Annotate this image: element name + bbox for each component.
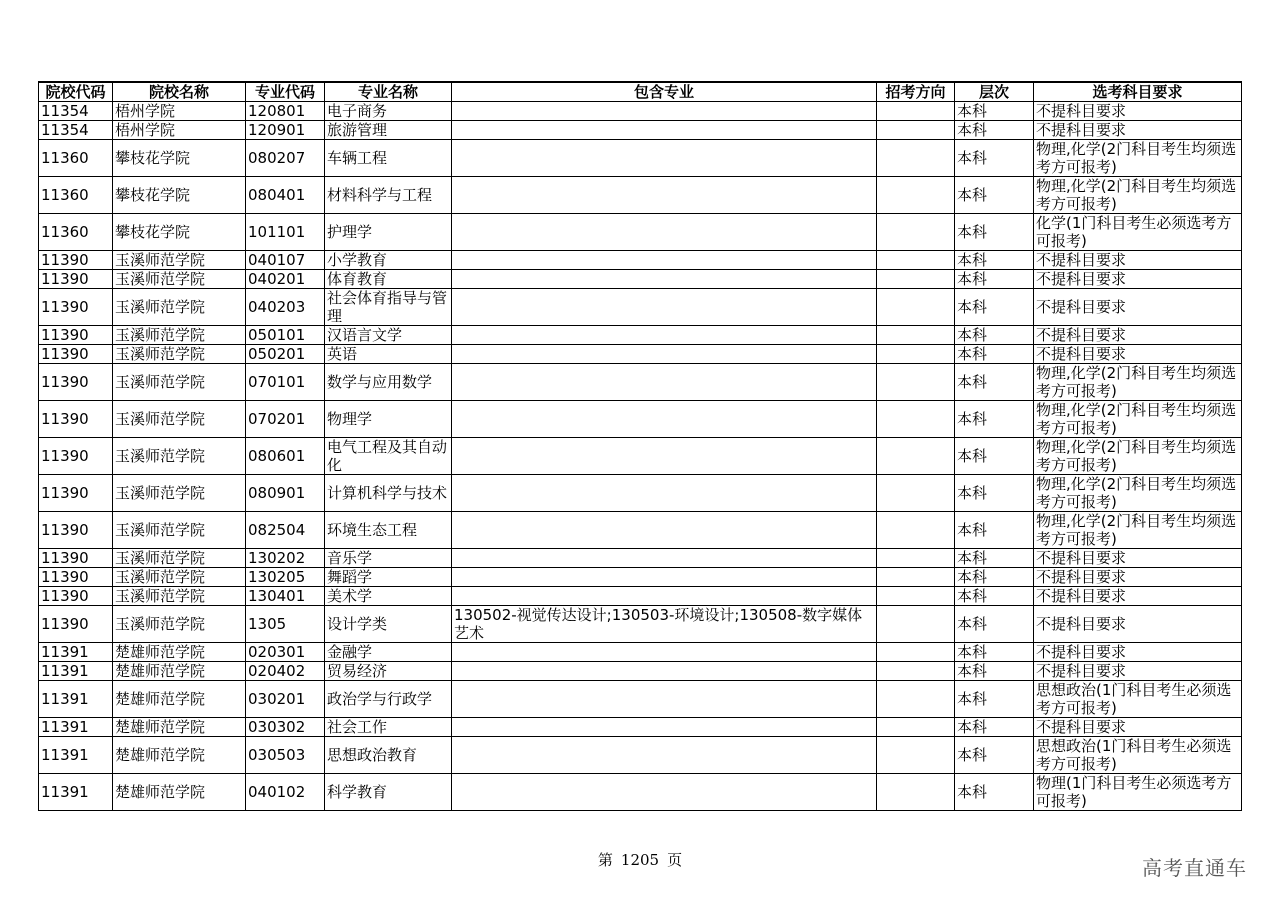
table-row [39, 549, 1242, 568]
cell-major-code: 040203 [246, 289, 325, 326]
cell-school-name: 楚雄师范学院 [113, 662, 246, 681]
cell-major-name: 金融学 [325, 643, 452, 662]
cell-major-code: 070101 [246, 364, 325, 401]
cell-school-name: 楚雄师范学院 [113, 718, 246, 737]
cell-major-code: 120901 [246, 121, 325, 140]
cell-major-code: 130401 [246, 587, 325, 606]
cell-level: 本科 [955, 512, 1034, 549]
cell-included-majors [452, 401, 877, 438]
cell-major-code: 101101 [246, 214, 325, 251]
cell-school-name: 玉溪师范学院 [113, 587, 246, 606]
page-suffix: 页 [667, 851, 683, 869]
cell-school-name: 楚雄师范学院 [113, 737, 246, 774]
cell-major-name: 护理学 [325, 214, 452, 251]
cell-direction [877, 177, 955, 214]
cell-school-code: 11390 [39, 326, 113, 345]
cell-level: 本科 [955, 401, 1034, 438]
cell-major-code: 080207 [246, 140, 325, 177]
table-row [39, 568, 1242, 587]
cell-school-name: 梧州学院 [113, 121, 246, 140]
cell-direction [877, 289, 955, 326]
cell-included-majors [452, 681, 877, 718]
cell-level: 本科 [955, 251, 1034, 270]
cell-direction [877, 643, 955, 662]
cell-direction [877, 475, 955, 512]
header-major-code: 专业代码 [246, 82, 325, 102]
cell-school-code: 11390 [39, 549, 113, 568]
cell-school-code: 11360 [39, 214, 113, 251]
cell-subject-requirement: 不提科目要求 [1034, 568, 1242, 587]
table-row [39, 438, 1242, 475]
cell-subject-requirement: 化学(1门科目考生必须选考方可报考) [1034, 214, 1242, 251]
cell-level: 本科 [955, 289, 1034, 326]
cell-major-name: 物理学 [325, 401, 452, 438]
cell-included-majors [452, 512, 877, 549]
cell-direction [877, 102, 955, 121]
watermark: 高考直通车 [1142, 856, 1247, 880]
cell-major-code: 1305 [246, 606, 325, 643]
cell-major-code: 040201 [246, 270, 325, 289]
cell-major-name: 舞蹈学 [325, 568, 452, 587]
cell-major-name: 小学教育 [325, 251, 452, 270]
cell-major-name: 音乐学 [325, 549, 452, 568]
cell-included-majors [452, 568, 877, 587]
cell-included-majors [452, 662, 877, 681]
cell-included-majors [452, 549, 877, 568]
cell-included-majors [452, 102, 877, 121]
cell-school-code: 11390 [39, 364, 113, 401]
cell-level: 本科 [955, 587, 1034, 606]
cell-school-code: 11390 [39, 475, 113, 512]
cell-included-majors [452, 289, 877, 326]
cell-subject-requirement: 不提科目要求 [1034, 606, 1242, 643]
cell-school-name: 攀枝花学院 [113, 140, 246, 177]
cell-included-majors [452, 475, 877, 512]
cell-major-name: 数学与应用数学 [325, 364, 452, 401]
table-row [39, 774, 1242, 811]
cell-direction [877, 774, 955, 811]
cell-major-name: 设计学类 [325, 606, 452, 643]
cell-major-name: 车辆工程 [325, 140, 452, 177]
cell-school-code: 11390 [39, 345, 113, 364]
cell-major-name: 体育教育 [325, 270, 452, 289]
cell-direction [877, 587, 955, 606]
table-row [39, 140, 1242, 177]
table-row [39, 270, 1242, 289]
cell-included-majors [452, 643, 877, 662]
table-row [39, 587, 1242, 606]
cell-major-name: 材料科学与工程 [325, 177, 452, 214]
cell-major-name: 电子商务 [325, 102, 452, 121]
cell-included-majors [452, 718, 877, 737]
table-row [39, 214, 1242, 251]
cell-direction [877, 401, 955, 438]
cell-subject-requirement: 物理,化学(2门科目考生均须选考方可报考) [1034, 475, 1242, 512]
cell-school-name: 玉溪师范学院 [113, 549, 246, 568]
table-row [39, 121, 1242, 140]
cell-subject-requirement: 不提科目要求 [1034, 289, 1242, 326]
cell-school-name: 玉溪师范学院 [113, 289, 246, 326]
table-row [39, 326, 1242, 345]
cell-included-majors [452, 737, 877, 774]
table-row [39, 662, 1242, 681]
cell-school-name: 玉溪师范学院 [113, 438, 246, 475]
cell-direction [877, 251, 955, 270]
cell-major-name: 社会体育指导与管理 [325, 289, 452, 326]
cell-level: 本科 [955, 475, 1034, 512]
cell-direction [877, 549, 955, 568]
table-row [39, 251, 1242, 270]
cell-major-name: 环境生态工程 [325, 512, 452, 549]
cell-level: 本科 [955, 681, 1034, 718]
cell-direction [877, 606, 955, 643]
cell-school-code: 11390 [39, 251, 113, 270]
cell-school-code: 11391 [39, 774, 113, 811]
header-included-majors: 包含专业 [452, 82, 877, 102]
cell-level: 本科 [955, 568, 1034, 587]
cell-included-majors [452, 121, 877, 140]
table-row [39, 345, 1242, 364]
cell-direction [877, 718, 955, 737]
cell-major-code: 120801 [246, 102, 325, 121]
cell-direction [877, 737, 955, 774]
cell-included-majors [452, 587, 877, 606]
header-subject-requirement: 选考科目要求 [1034, 82, 1242, 102]
cell-included-majors [452, 177, 877, 214]
header-major-name: 专业名称 [325, 82, 452, 102]
cell-school-name: 梧州学院 [113, 102, 246, 121]
cell-major-name: 社会工作 [325, 718, 452, 737]
cell-subject-requirement: 不提科目要求 [1034, 662, 1242, 681]
cell-subject-requirement: 物理,化学(2门科目考生均须选考方可报考) [1034, 177, 1242, 214]
cell-major-code: 050201 [246, 345, 325, 364]
cell-major-code: 020402 [246, 662, 325, 681]
cell-school-name: 玉溪师范学院 [113, 345, 246, 364]
cell-included-majors [452, 214, 877, 251]
cell-subject-requirement: 物理,化学(2门科目考生均须选考方可报考) [1034, 438, 1242, 475]
cell-included-majors [452, 774, 877, 811]
header-school-code: 院校代码 [39, 82, 113, 102]
cell-level: 本科 [955, 140, 1034, 177]
cell-included-majors [452, 438, 877, 475]
cell-school-name: 玉溪师范学院 [113, 326, 246, 345]
cell-major-name: 英语 [325, 345, 452, 364]
cell-included-majors [452, 345, 877, 364]
cell-major-name: 计算机科学与技术 [325, 475, 452, 512]
cell-school-code: 11354 [39, 121, 113, 140]
cell-level: 本科 [955, 177, 1034, 214]
cell-subject-requirement: 不提科目要求 [1034, 549, 1242, 568]
cell-major-name: 美术学 [325, 587, 452, 606]
cell-school-name: 玉溪师范学院 [113, 568, 246, 587]
admission-table [38, 81, 1242, 811]
cell-major-name: 科学教育 [325, 774, 452, 811]
cell-major-code: 070201 [246, 401, 325, 438]
cell-included-majors [452, 364, 877, 401]
cell-level: 本科 [955, 214, 1034, 251]
cell-major-code: 030302 [246, 718, 325, 737]
table-row [39, 512, 1242, 549]
cell-subject-requirement: 物理(1门科目考生必须选考方可报考) [1034, 774, 1242, 811]
header-school-name: 院校名称 [113, 82, 246, 102]
cell-subject-requirement: 不提科目要求 [1034, 326, 1242, 345]
cell-level: 本科 [955, 549, 1034, 568]
cell-level: 本科 [955, 345, 1034, 364]
cell-school-code: 11391 [39, 643, 113, 662]
cell-subject-requirement: 不提科目要求 [1034, 718, 1242, 737]
table-header-row [39, 82, 1242, 102]
cell-school-code: 11390 [39, 568, 113, 587]
cell-direction [877, 140, 955, 177]
cell-level: 本科 [955, 643, 1034, 662]
header-direction: 招考方向 [877, 82, 955, 102]
cell-direction [877, 662, 955, 681]
cell-school-name: 楚雄师范学院 [113, 774, 246, 811]
cell-subject-requirement: 物理,化学(2门科目考生均须选考方可报考) [1034, 401, 1242, 438]
page-number: 1205 [620, 851, 660, 869]
cell-level: 本科 [955, 774, 1034, 811]
cell-school-code: 11391 [39, 737, 113, 774]
cell-school-name: 楚雄师范学院 [113, 643, 246, 662]
cell-school-name: 玉溪师范学院 [113, 606, 246, 643]
cell-major-code: 050101 [246, 326, 325, 345]
cell-school-code: 11390 [39, 270, 113, 289]
cell-included-majors [452, 251, 877, 270]
cell-level: 本科 [955, 718, 1034, 737]
cell-school-code: 11390 [39, 606, 113, 643]
cell-school-name: 攀枝花学院 [113, 177, 246, 214]
cell-level: 本科 [955, 662, 1034, 681]
cell-subject-requirement: 不提科目要求 [1034, 270, 1242, 289]
table-row [39, 643, 1242, 662]
table-row [39, 718, 1242, 737]
cell-major-name: 政治学与行政学 [325, 681, 452, 718]
cell-major-code: 082504 [246, 512, 325, 549]
cell-subject-requirement: 思想政治(1门科目考生必须选考方可报考) [1034, 737, 1242, 774]
table-row [39, 364, 1242, 401]
cell-level: 本科 [955, 606, 1034, 643]
cell-subject-requirement: 不提科目要求 [1034, 102, 1242, 121]
cell-level: 本科 [955, 102, 1034, 121]
table-row [39, 681, 1242, 718]
cell-subject-requirement: 不提科目要求 [1034, 345, 1242, 364]
cell-major-code: 030201 [246, 681, 325, 718]
cell-subject-requirement: 物理,化学(2门科目考生均须选考方可报考) [1034, 364, 1242, 401]
cell-included-majors [452, 270, 877, 289]
cell-direction [877, 270, 955, 289]
cell-major-name: 思想政治教育 [325, 737, 452, 774]
cell-subject-requirement: 不提科目要求 [1034, 643, 1242, 662]
cell-school-code: 11391 [39, 662, 113, 681]
cell-major-name: 贸易经济 [325, 662, 452, 681]
cell-major-name: 汉语言文学 [325, 326, 452, 345]
cell-major-name: 旅游管理 [325, 121, 452, 140]
cell-school-name: 玉溪师范学院 [113, 475, 246, 512]
cell-direction [877, 214, 955, 251]
cell-school-code: 11390 [39, 512, 113, 549]
cell-subject-requirement: 不提科目要求 [1034, 251, 1242, 270]
cell-school-name: 玉溪师范学院 [113, 364, 246, 401]
cell-school-name: 玉溪师范学院 [113, 512, 246, 549]
cell-subject-requirement: 不提科目要求 [1034, 121, 1242, 140]
cell-level: 本科 [955, 121, 1034, 140]
cell-direction [877, 345, 955, 364]
cell-school-name: 玉溪师范学院 [113, 270, 246, 289]
cell-direction [877, 364, 955, 401]
cell-major-code: 040102 [246, 774, 325, 811]
cell-school-code: 11354 [39, 102, 113, 121]
cell-major-code: 030503 [246, 737, 325, 774]
cell-school-code: 11390 [39, 587, 113, 606]
cell-major-code: 080601 [246, 438, 325, 475]
cell-school-name: 玉溪师范学院 [113, 251, 246, 270]
cell-direction [877, 326, 955, 345]
table-row [39, 737, 1242, 774]
cell-direction [877, 568, 955, 587]
cell-school-code: 11390 [39, 401, 113, 438]
cell-major-code: 080401 [246, 177, 325, 214]
cell-school-name: 玉溪师范学院 [113, 401, 246, 438]
cell-direction [877, 681, 955, 718]
table-row [39, 177, 1242, 214]
cell-school-name: 攀枝花学院 [113, 214, 246, 251]
cell-included-majors: 130502-视觉传达设计;130503-环境设计;130508-数字媒体艺术 [452, 606, 877, 643]
cell-included-majors [452, 326, 877, 345]
cell-school-code: 11360 [39, 177, 113, 214]
cell-school-code: 11390 [39, 438, 113, 475]
page-footer [0, 849, 1280, 870]
table-row [39, 289, 1242, 326]
cell-major-code: 020301 [246, 643, 325, 662]
cell-school-code: 11390 [39, 289, 113, 326]
cell-major-code: 130202 [246, 549, 325, 568]
cell-school-code: 11391 [39, 681, 113, 718]
cell-direction [877, 121, 955, 140]
cell-school-name: 楚雄师范学院 [113, 681, 246, 718]
table-row [39, 401, 1242, 438]
cell-level: 本科 [955, 270, 1034, 289]
cell-direction [877, 512, 955, 549]
cell-subject-requirement: 物理,化学(2门科目考生均须选考方可报考) [1034, 512, 1242, 549]
cell-level: 本科 [955, 737, 1034, 774]
cell-subject-requirement: 物理,化学(2门科目考生均须选考方可报考) [1034, 140, 1242, 177]
table-row [39, 606, 1242, 643]
cell-level: 本科 [955, 364, 1034, 401]
cell-school-code: 11391 [39, 718, 113, 737]
cell-level: 本科 [955, 326, 1034, 345]
header-level: 层次 [955, 82, 1034, 102]
cell-major-code: 040107 [246, 251, 325, 270]
cell-major-code: 080901 [246, 475, 325, 512]
cell-major-code: 130205 [246, 568, 325, 587]
table-row [39, 102, 1242, 121]
cell-school-code: 11360 [39, 140, 113, 177]
cell-included-majors [452, 140, 877, 177]
cell-major-name: 电气工程及其自动化 [325, 438, 452, 475]
page-prefix: 第 [597, 851, 613, 869]
cell-level: 本科 [955, 438, 1034, 475]
table-row [39, 475, 1242, 512]
cell-subject-requirement: 不提科目要求 [1034, 587, 1242, 606]
cell-direction [877, 438, 955, 475]
cell-subject-requirement: 思想政治(1门科目考生必须选考方可报考) [1034, 681, 1242, 718]
